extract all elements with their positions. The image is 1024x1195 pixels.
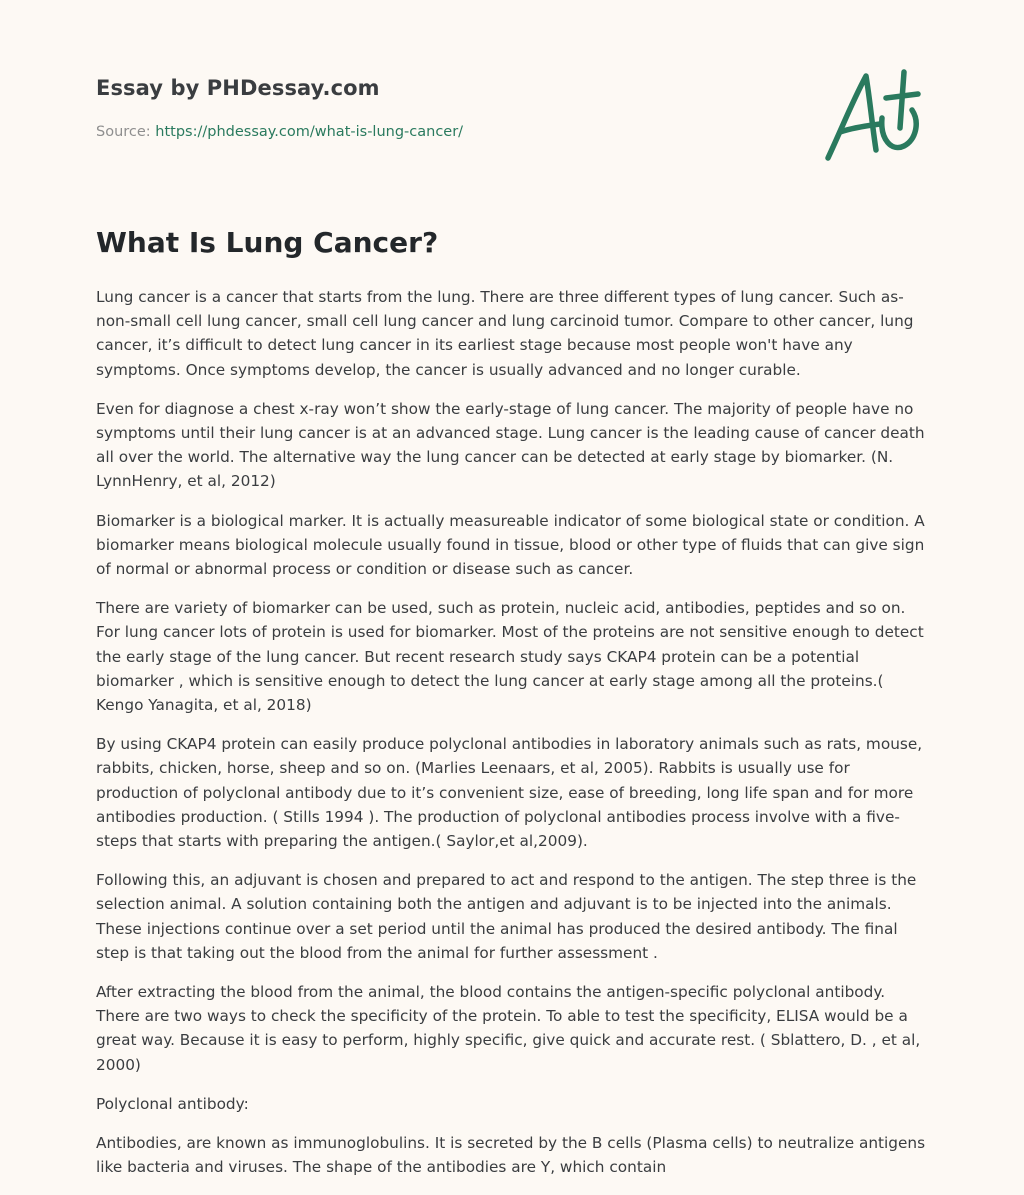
- essay-paragraph: After extracting the blood from the animal, the blood contains the antigen-specific polyclonal antibody. There are two ways to check the specificity of the protein. To able to test the specificity, ELISA would be a great way. Because it is easy to perform, highly specific, give quick and accurate rest. ( Sblattero, D. , et al, 2000): [96, 983, 921, 1074]
- essay-paragraph: Biomarker is a biological marker. It is actually measureable indicator of some biological state or condition. A biomarker means biological molecule usually found in tissue, blood or other type of fluids that can give sign of normal or abnormal process or condition or disease such as cancer.: [96, 511, 925, 579]
- essay-paragraph: Even for diagnose a chest x-ray won’t show the early-stage of lung cancer. The majority of people have no symptoms until their lung cancer is at an advanced stage. Lung cancer is the leading cause of cancer death all over the world. The alternative way the lung cancer can be detected at early stage by biomarker. (N. LynnHenry, et al, 2012): [96, 399, 925, 491]
- essay-paragraph: There are variety of biomarker can be used, such as protein, nucleic acid, antibodies, peptides and so on. For lung cancer lots of protein is used for biomarker. Most of the proteins are not sensitive enough to detect the early stage of the lung cancer. But recent research study says CKAP4 protein can be a potential biomarker , which is sensitive enough to detect the lung cancer at early stage among all the proteins.( Kengo Yanagita, et al, 2018): [96, 599, 924, 715]
- source-link[interactable]: https://phdessay.com/what-is-lung-cancer/: [155, 124, 464, 140]
- source-label: Source:: [96, 124, 156, 140]
- essay-paragraph: Antibodies, are known as immunoglobulins. It is secreted by the B cells (Plasma cells) to neutralize antigens like bacteria and viruses. The shape of the antibodies are Y, which contain: [96, 1134, 926, 1177]
- essay-body: [96, 285, 930, 1195]
- essay-title: What Is Lung Cancer?: [96, 226, 439, 259]
- essay-subheading: Polyclonal antibody:: [96, 1094, 249, 1113]
- site-brand: Essay by PHDessay.com: [96, 76, 380, 100]
- a-plus-logo-icon: [818, 66, 930, 166]
- source-line: [96, 124, 463, 140]
- essay-paragraph: By using CKAP4 protein can easily produce polyclonal antibodies in laboratory animals such as rats, mouse, rabbits, chicken, horse, sheep and so on. (Marlies Leenaars, et al, 2005). Rabbits is usually use for production of polyclonal antibody due to it’s convenient size, ease of breeding, long life span and for more antibodies production. ( Stills 1994 ). The production of polyclonal antibodies process involve with a five-steps that starts with preparing the antigen.( Saylor,et al,2009).: [96, 735, 923, 851]
- essay-paragraph: Lung cancer is a cancer that starts from the lung. There are three different types of lung cancer. Such as- non-small cell lung cancer, small cell lung cancer and lung carcinoid tumor. Compare to other cancer, lung cancer, it’s difficult to detect lung cancer in its earliest stage because most people won't have any symptoms. Once symptoms develop, the cancer is usually advanced and no longer curable.: [96, 288, 914, 379]
- essay-paragraph: Following this, an adjuvant is chosen and prepared to act and respond to the antigen. The step three is the selection animal. A solution containing both the antigen and adjuvant is to be injected into the animals. These injections continue over a set period until the animal has produced the desired antibody. The final step is that taking out the blood from the animal for further assessment .: [96, 871, 917, 962]
